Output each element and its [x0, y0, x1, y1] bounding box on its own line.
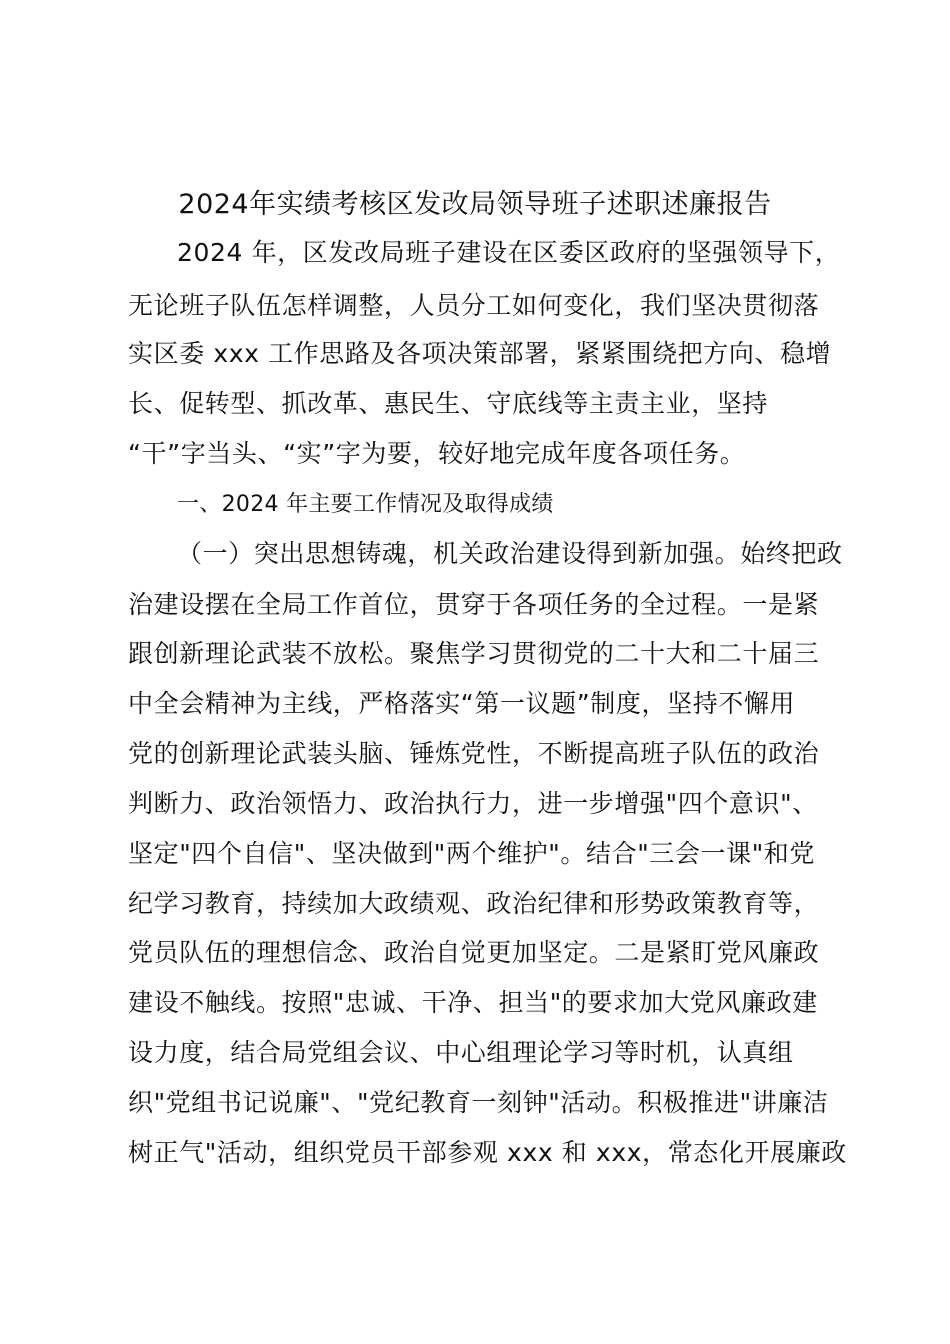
paragraph-line: 树正气"活动，组织党员干部参观 xxx 和 xxx，常态化开展廉政 [128, 1138, 847, 1167]
paragraph-line: 设力度，结合局党组会议、中心组理论学习等时机，认真组 [128, 1038, 794, 1067]
paragraph-line: 判断力、政治领悟力、政治执行力，进一步增强"四个意识"、 [128, 789, 818, 818]
paragraph-line: 长、促转型、抓改革、惠民生、守底线等主责主业，坚持 [128, 389, 769, 418]
paragraph-line: 织"党组书记说廉"、"党纪教育一刻钟"活动。积极推进"讲廉洁 [128, 1088, 829, 1117]
paragraph-line: 无论班子队伍怎样调整，人员分工如何变化，我们坚决贯彻落 [128, 291, 820, 320]
paragraph-line: 跟创新理论武装不放松。聚焦学习贯彻党的二十大和二十届三 [128, 639, 820, 668]
paragraph-line: 党员队伍的理想信念、政治自觉更加坚定。二是紧盯党风廉政 [128, 938, 820, 967]
paragraph-line: 坚定"四个自信"、坚决做到"两个维护"。结合"三会一课"和党 [128, 839, 815, 868]
paragraph-line: （一）突出思想铸魂，机关政治建设得到新加强。始终把政 [177, 539, 843, 568]
paragraph-line: 纪学习教育，持续加大政绩观、政治纪律和形势政策教育等， [128, 889, 820, 918]
paragraph-line: 建设不触线。按照"忠诚、干净、担当"的要求加大党风廉政建 [128, 988, 818, 1017]
paragraph-line: 中全会精神为主线，严格落实“第一议题”制度，坚持不懈用 [128, 689, 796, 718]
paragraph-line: 治建设摆在全局工作首位，贯穿于各项任务的全过程。一是紧 [128, 590, 820, 619]
paragraph-line: “干”字当头、“实”字为要，较好地完成年度各项任务。 [128, 439, 746, 468]
paragraph-line: 党的创新理论武装头脑、锤炼党性，不断提高班子队伍的政治 [128, 739, 820, 768]
paragraph-line: 实区委 xxx 工作思路及各项决策部署，紧紧围绕把方向、稳增 [128, 339, 832, 368]
paragraph-line: 2024 年，区发改局班子建设在区委区政府的坚强领导下， [177, 238, 841, 267]
document-title: 2024年实绩考核区发改局领导班子述职述廉报告 [178, 189, 772, 220]
section-heading: 一、2024 年主要工作情况及取得成绩 [177, 492, 554, 517]
